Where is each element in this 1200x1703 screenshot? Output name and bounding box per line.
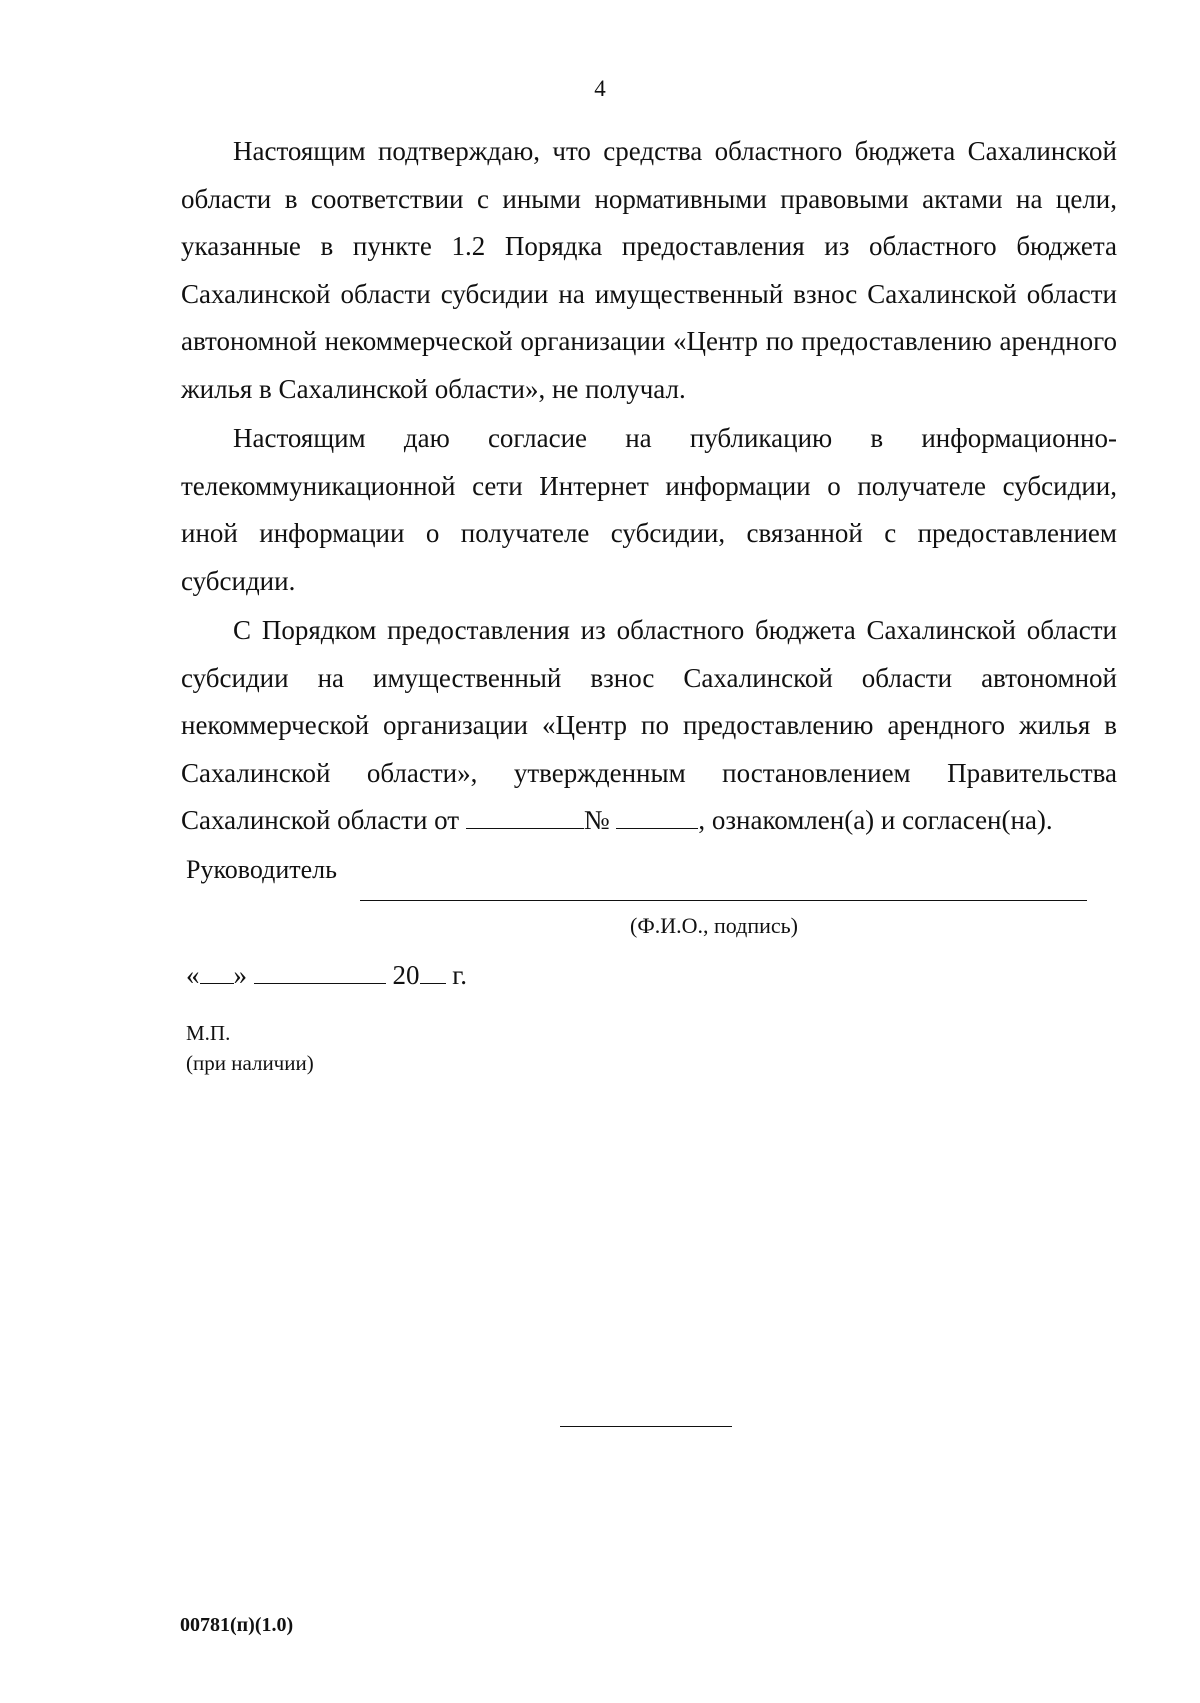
document-body	[181, 128, 1117, 847]
paragraph-acknowledgement	[181, 607, 1117, 845]
date-line	[186, 960, 467, 991]
page-number: 4	[594, 76, 606, 101]
date-open-quote: «	[186, 960, 200, 990]
document-code: 00781(п)(1.0)	[180, 1614, 294, 1636]
signature-caption: (Ф.И.О., подпись)	[630, 913, 798, 938]
resolution-date-blank	[466, 806, 584, 829]
signature-line	[360, 900, 1087, 901]
paragraph-confirmation: Настоящим подтверждаю, что средства областного бюджета Сахалинской области в соответствии с иными нормативными правовыми актами на цели, указанные в пункте 1.2 Порядка предоставления из областного бюджета Сахалинской области субсидии на имущественный взнос Сахалинской области автономной некоммерческой организации «Центр по предоставлению арендного жилья в Сахалинской области», не получал.	[181, 136, 1117, 404]
acknowledgement-text: С Порядком предоставления из областного бюджета Сахалинской области субсидии на имущественный взнос Сахалинской области автономной некоммерческой организации «Центр по предоставлению арендного жилья в Сахалинской области», утвержденным постановлением Правительства Сахалинской области от	[181, 615, 1117, 835]
year-blank	[420, 961, 446, 984]
day-blank	[200, 961, 234, 984]
resolution-number-blank	[616, 806, 698, 829]
signature-label: Руководитель	[186, 855, 337, 884]
acknowledgement-ending: , ознакомлен(а) и согласен(на).	[698, 805, 1053, 835]
stamp-note: (при наличии)	[186, 1051, 314, 1075]
paragraph-consent: Настоящим даю согласие на публикацию в информационно-телекоммуникационной сети Интернет информации о получателе субсидии, иной информации о получателе субсидии, связанной с предоставлением субсидии.	[181, 423, 1117, 596]
year-prefix: 20	[392, 960, 420, 990]
number-sign: №	[583, 805, 610, 835]
year-suffix: г.	[452, 960, 468, 990]
month-blank	[254, 961, 386, 984]
stamp-label: М.П.	[186, 1021, 231, 1045]
date-close-quote: »	[233, 960, 247, 990]
closing-rule	[560, 1426, 732, 1427]
stamp-block	[186, 1018, 314, 1078]
